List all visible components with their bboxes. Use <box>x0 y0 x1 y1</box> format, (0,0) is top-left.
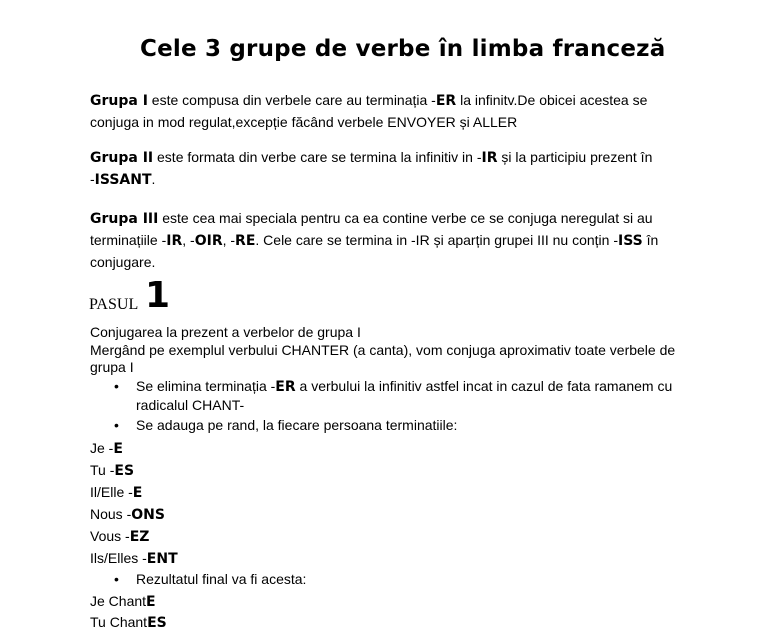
group-3-line3: conjugare. <box>90 254 156 270</box>
group-3-sep-1: , - <box>182 232 195 248</box>
bullet-1-line2: radicalul CHANT- <box>136 397 245 413</box>
group-3-ending-re: RE <box>235 233 256 249</box>
ending-value: ENT <box>146 551 178 567</box>
group-3-text-b: . Cele care se termina in -IR și aparțin grupei III nu conțin - <box>255 232 618 248</box>
group-2-dash: - <box>90 171 95 187</box>
ending-value: ONS <box>131 507 165 523</box>
ending-pronoun: Ils/Elles - <box>90 550 147 566</box>
group-2-text: este formata din verbe care se termina la infinitiv in - <box>153 149 482 165</box>
group-3-text: este cea mai speciala pentru ca ea contine verbe ce se conjuga neregulat si au <box>158 210 653 226</box>
bullet-1-text-a: Se elimina terminația - <box>136 378 276 394</box>
group-3-sep-2: , - <box>222 232 236 248</box>
result-row <box>90 592 156 611</box>
group-2-period: . <box>151 171 156 187</box>
intro-line-1: Conjugarea la prezent a verbelor de grupa I <box>90 324 361 340</box>
group-3-text-a: terminațiile - <box>90 232 167 248</box>
result-row <box>90 613 167 632</box>
group-2-label: Grupa II <box>90 150 154 166</box>
page-title: Cele 3 grupe de verbe în limba franceză <box>140 36 666 62</box>
ending-pronoun: Nous - <box>90 506 132 522</box>
bullet-icon: • <box>114 417 119 433</box>
ending-value: E <box>132 485 143 501</box>
ending-value: E <box>113 441 123 457</box>
ending-row <box>90 527 149 546</box>
group-1-ending: ER <box>435 93 457 109</box>
bullet-3-text: Rezultatul final va fi acesta: <box>136 571 307 587</box>
ending-row <box>90 439 123 458</box>
group-3-ending-ir: IR <box>166 233 183 249</box>
bullet-1-ending: ER <box>275 379 296 395</box>
ending-pronoun: Il/Elle - <box>90 484 133 500</box>
ending-row <box>90 483 142 502</box>
group-1-text-cont: la infinitv.De obicei acestea se <box>456 92 648 108</box>
ending-row <box>90 505 165 524</box>
ending-pronoun: Vous - <box>90 528 130 544</box>
bullet-2-text: Se adauga pe rand, la fiecare persoana terminatiile: <box>136 417 458 433</box>
ending-pronoun: Je - <box>90 440 114 456</box>
group-3-iss: ISS <box>618 233 643 249</box>
group-1-text: este compusa din verbele care au terminația - <box>147 92 436 108</box>
group-3-text-c: în <box>642 232 659 248</box>
ending-row <box>90 549 178 568</box>
group-3-ending-oir: OIR <box>194 233 223 249</box>
group-3-label: Grupa III <box>90 211 159 227</box>
group-3-paragraph <box>90 208 658 273</box>
ending-pronoun: Tu - <box>90 462 115 478</box>
bullet-icon: • <box>114 378 119 394</box>
ending-row <box>90 461 134 480</box>
ending-value: ES <box>114 463 135 479</box>
bullet-icon: • <box>114 571 119 587</box>
group-2-paragraph <box>90 147 652 191</box>
group-1-line2: conjuga in mod regulat,excepție făcând verbele ENVOYER și ALLER <box>90 114 518 130</box>
result-stem: Je Chant <box>90 593 147 609</box>
step-number: 1 <box>145 275 171 316</box>
group-2-ending: IR <box>481 150 498 166</box>
result-ending: E <box>146 594 156 610</box>
intro-line-3: grupa I <box>90 359 134 375</box>
step-word: PASUL <box>89 296 139 313</box>
bullet-1-text-b: a verbului la infinitiv astfel incat in cazul de fata ramanem cu <box>295 378 673 394</box>
group-2-participle-ending: ISSANT <box>94 172 152 188</box>
result-ending: ES <box>147 615 167 631</box>
group-1-label: Grupa I <box>90 93 148 109</box>
group-1-paragraph <box>90 90 647 133</box>
intro-line-2: Mergând pe exemplul verbului CHANTER (a canta), vom conjuga aproximativ toate verbele de <box>90 342 676 358</box>
ending-value: EZ <box>129 529 150 545</box>
group-2-text-cont: și la participiu prezent în <box>497 149 653 165</box>
result-stem: Tu Chant <box>90 614 148 630</box>
